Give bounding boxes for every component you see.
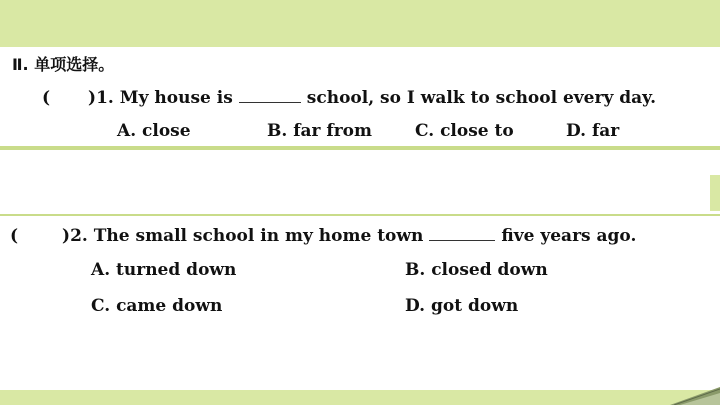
q2-option-c[interactable]: C. came down — [91, 296, 223, 316]
q1-option-c[interactable]: C. close to — [415, 121, 514, 141]
q1-option-d[interactable]: D. far — [566, 121, 620, 141]
q2-option-a[interactable]: A. turned down — [91, 260, 237, 280]
fill-blank — [429, 224, 495, 241]
stem-after: five years ago. — [501, 226, 637, 246]
stem-after: school, so I walk to school every day. — [306, 88, 656, 108]
section-heading: Ⅱ. 单项选择。 — [12, 55, 115, 74]
answer-paren-close: ) — [88, 88, 97, 108]
fill-blank — [239, 86, 301, 103]
top-band — [0, 0, 720, 47]
bottom-band — [0, 390, 720, 405]
q2-option-b[interactable]: B. closed down — [405, 260, 548, 280]
q2-option-d[interactable]: D. got down — [405, 296, 519, 316]
stem-before: My house is — [119, 88, 233, 108]
answer-paren-close: ) — [62, 226, 71, 246]
corner-decoration-icon — [660, 383, 720, 405]
answer-paren-open: ( — [10, 226, 19, 246]
right-edge-tab — [710, 175, 720, 211]
q1-option-a[interactable]: A. close — [117, 121, 191, 141]
question-number: 1. — [96, 88, 114, 108]
middle-band — [0, 148, 720, 216]
question-1 — [42, 86, 656, 108]
answer-paren-open: ( — [42, 88, 51, 108]
stem-before: The small school in my home town — [93, 226, 424, 246]
q1-option-b[interactable]: B. far from — [267, 121, 373, 141]
question-2 — [10, 224, 636, 246]
question-number: 2. — [70, 226, 88, 246]
